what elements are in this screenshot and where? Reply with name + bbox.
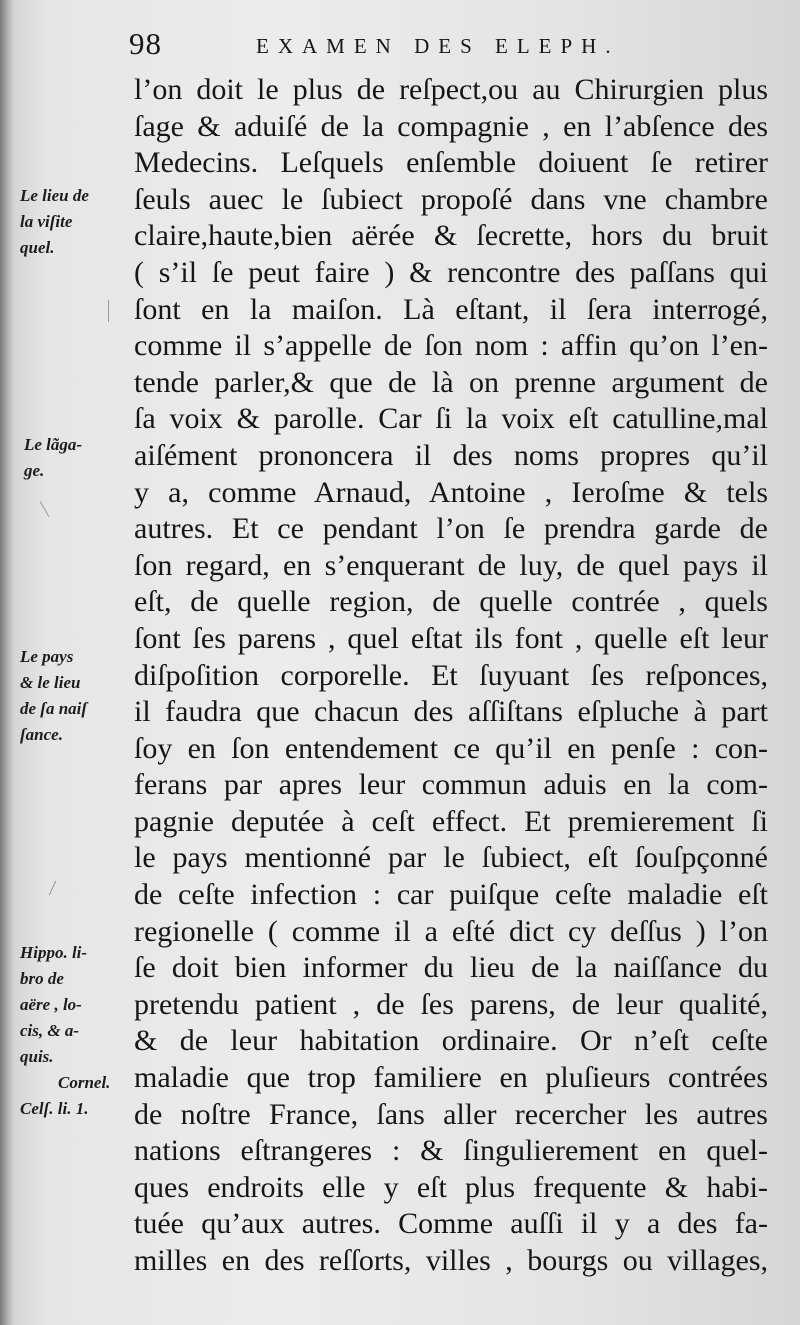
marginal-note-line: Le pays bbox=[20, 647, 74, 666]
text-line: maladie que trop familiere en pluſieurs contrées bbox=[134, 1061, 768, 1095]
text-line: eſt, de quelle region, de quelle contrée , quels bbox=[134, 585, 768, 619]
text-line: ſon regard, en s’enquerant de luy, de quel pays il bbox=[134, 548, 768, 582]
ink-mark bbox=[49, 881, 57, 896]
text-line: le pays mentionné par le ſubiect, eſt ſouſpçonné bbox=[134, 841, 768, 875]
text-line: autres. Et ce pendant l’on ſe prendra garde de bbox=[134, 512, 768, 546]
text-line: aiſément prononcera il des noms propres qu’il bbox=[134, 438, 768, 472]
marginal-note-line: bro de bbox=[20, 969, 64, 988]
body-text bbox=[134, 72, 768, 1280]
text-line: ſa voix & parolle. Car ſi la voix eſt catulline,mal bbox=[134, 402, 768, 436]
text-line: ſont ſes parens , quel eſtat ils font , quelle eſt leur bbox=[134, 621, 768, 655]
text-line: & de leur habitation ordinaire. Or n’eſt ceſte bbox=[134, 1024, 768, 1058]
marginal-note-line: cis, & a- bbox=[20, 1021, 80, 1040]
marginal-note-line: quis. bbox=[20, 1047, 54, 1066]
text-line: Medecins. Leſquels enſemble doiuent ſe retirer bbox=[134, 146, 768, 180]
marginal-note-line: Hippo. li- bbox=[20, 943, 88, 962]
marginal-note-place-of-visit bbox=[20, 183, 89, 261]
marginal-note-line: la viſite bbox=[20, 212, 73, 231]
marginal-note-line: Le lieu de bbox=[20, 186, 89, 205]
text-line: ques endroits elle y eſt plus frequente & habi- bbox=[134, 1170, 768, 1204]
text-line: l’on doit le plus de reſpect,ou au Chirurgien plus bbox=[134, 73, 768, 106]
text-line: claire,haute,bien aërée & ſecrette, hors du bruit bbox=[134, 219, 768, 253]
text-line: ſage & aduiſé de la compagnie , en l’abſence des bbox=[134, 109, 768, 143]
text-line: ſoy en ſon entendement ce qu’il en penſe : con- bbox=[134, 731, 768, 765]
text-line: ferans par apres leur commun aduis en la com- bbox=[134, 768, 768, 802]
text-line: ſeuls auec le ſubiect propoſé dans vne chambre bbox=[134, 182, 768, 216]
ink-mark bbox=[108, 300, 109, 322]
text-line: regionelle ( comme il a eſté dict cy deſſus ) l’on bbox=[134, 914, 768, 948]
text-line: tuée qu’aux autres. Comme auſſi il y a des fa- bbox=[134, 1207, 768, 1241]
text-line: milles en des reſſorts, villes , bourgs ou villages, bbox=[134, 1244, 768, 1277]
marginal-note-line: aëre , lo- bbox=[20, 995, 82, 1014]
text-line: de ceſte infection : car puiſque ceſte maladie eſt bbox=[134, 878, 768, 912]
text-line: nations eſtrangeres : & ſingulierement en quel- bbox=[134, 1134, 768, 1168]
page-gutter-shadow bbox=[0, 0, 14, 1325]
text-line: ſont en la maiſon. Là eſtant, il ſera interrogé, bbox=[134, 292, 768, 326]
marginal-note-language bbox=[24, 432, 82, 484]
text-line: pretendu patient , de ſes parens, de leur qualité, bbox=[134, 987, 768, 1021]
text-line: tende parler,& que de là on prenne argument de bbox=[134, 365, 768, 399]
marginal-note-birthplace bbox=[20, 644, 87, 748]
marginal-note-citations bbox=[20, 940, 110, 1122]
text-line: il faudra que chacun des aſſiſtans eſpluche à part bbox=[134, 695, 768, 729]
marginal-note-line: ſance. bbox=[20, 725, 63, 744]
text-line: ſe doit bien informer du lieu de la naiſſance du bbox=[134, 951, 768, 985]
running-head: EXAMEN DES ELEPH. bbox=[256, 34, 620, 58]
text-line: de noſtre France, ſans aller recercher les autres bbox=[134, 1097, 768, 1131]
text-line: comme il s’appelle de ſon nom : affin qu’on l’en- bbox=[134, 329, 768, 363]
marginal-note-line: Cornel. bbox=[58, 1073, 111, 1092]
marginal-note-line: & le lieu bbox=[20, 673, 81, 692]
text-line: ( s’il ſe peut faire ) & rencontre des paſſans qui bbox=[134, 255, 768, 289]
marginal-note-line: Le lãga- bbox=[24, 435, 83, 454]
page-number: 98 bbox=[129, 26, 162, 61]
ink-mark bbox=[40, 501, 50, 517]
marginal-note-line: quel. bbox=[20, 238, 55, 257]
marginal-note-line: ge. bbox=[24, 461, 45, 480]
text-line: pagnie deputée à ceſt effect. Et premierement ſi bbox=[134, 804, 768, 838]
marginal-note-line: Celſ. li. 1. bbox=[20, 1099, 89, 1118]
text-line: diſpoſition corporelle. Et ſuyuant ſes reſponces, bbox=[134, 658, 768, 692]
marginal-note-line: de ſa naiſ bbox=[20, 699, 88, 718]
text-line: y a, comme Arnaud, Antoine , Ieroſme & tels bbox=[134, 475, 768, 509]
